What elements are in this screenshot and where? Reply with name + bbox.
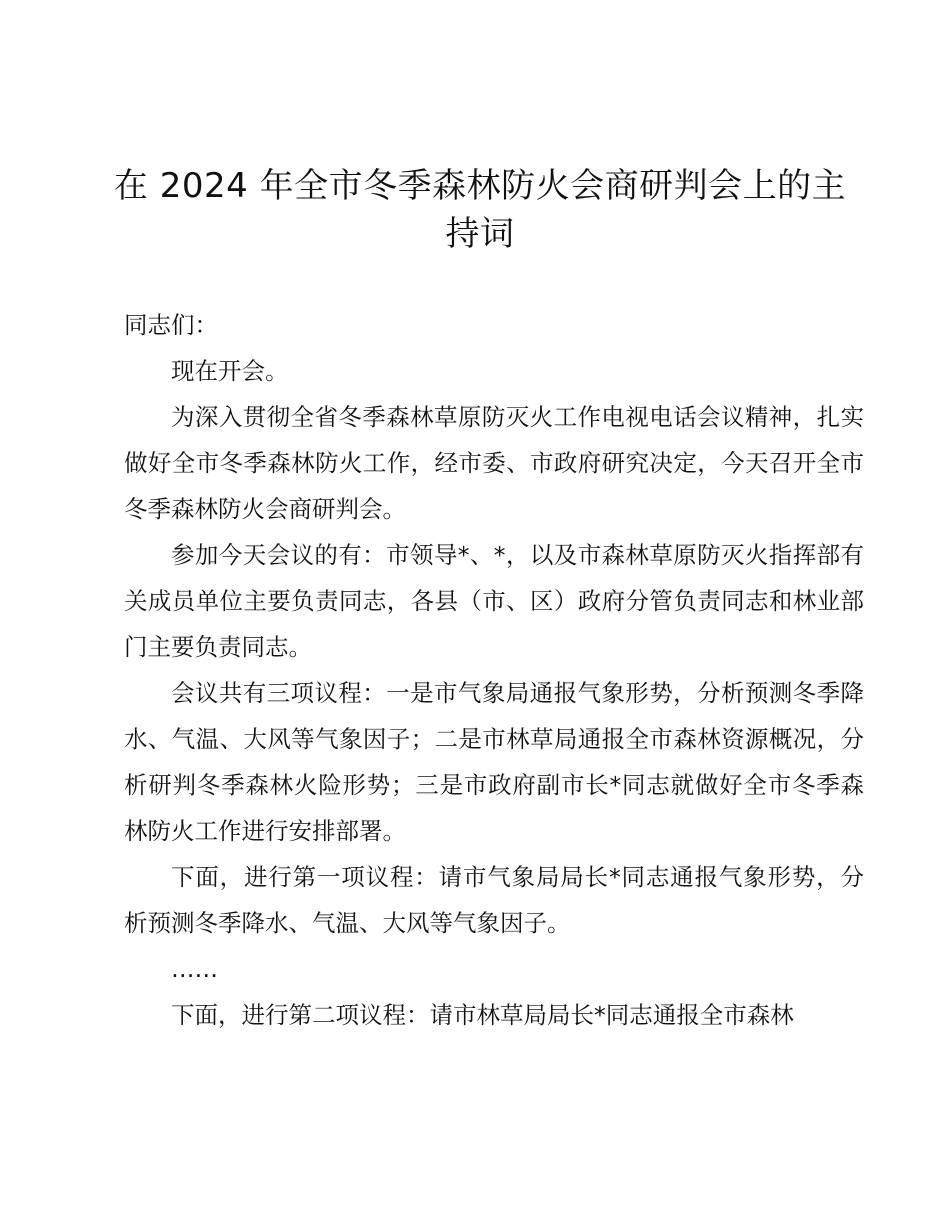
paragraph-agenda: 会议共有三项议程：一是市气象局通报气象形势，分析预测冬季降水、气温、大风等气象因子；二是市林草局通报全市森林资源概况，分析研判冬季森林火险形势；三是市政府副市长*同志就做好全市冬季森林防火工作进行安排部署。 [124,679,864,845]
paragraph-opening: 现在开会。 [171,357,289,385]
paragraph-first-item: 下面，进行第一项议程：请市气象局局长*同志通报气象形势，分析预测冬季降水、气温、大风等气象因子。 [124,863,864,937]
document-body [124,302,864,1038]
paragraph-ellipsis: …… [171,955,218,983]
document-title: 在 2024 年全市冬季森林防火会商研判会上的主持词 [113,166,847,254]
salutation: 同志们： [124,311,218,339]
paragraph-second-item: 下面，进行第二项议程：请市林草局局长*同志通报全市森林 [171,1001,794,1029]
paragraph-purpose: 为深入贯彻全省冬季森林草原防灭火工作电视电话会议精神，扎实做好全市冬季森林防火工作，经市委、市政府研究决定，今天召开全市冬季森林防火会商研判会。 [124,403,864,523]
paragraph-attendees: 参加今天会议的有：市领导*、*，以及市森林草原防灭火指挥部有关成员单位主要负责同志，各县（市、区）政府分管负责同志和林业部门主要负责同志。 [124,541,864,661]
